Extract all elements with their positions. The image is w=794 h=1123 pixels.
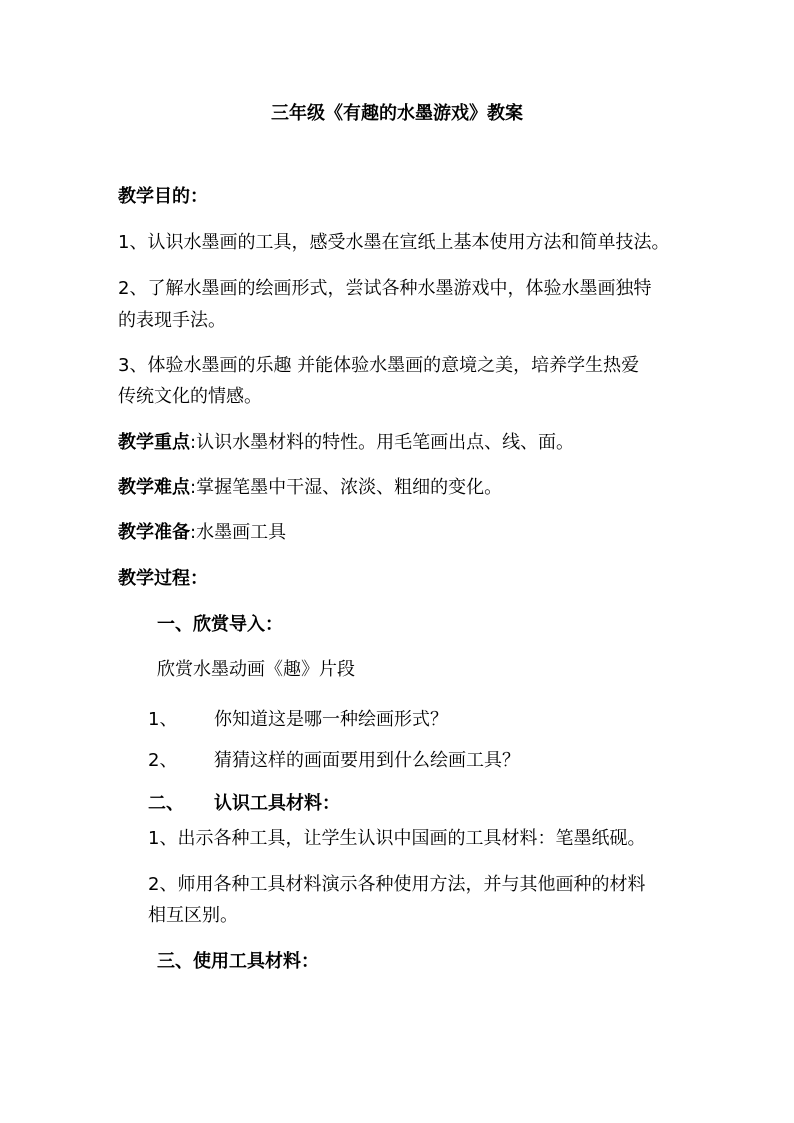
difficulty [118,477,502,499]
preparation-label: 教学准备 [118,522,190,543]
section-2-number: 二、 [148,793,184,814]
key-point [118,432,574,454]
preparation [118,522,286,544]
question-1-number: 1、 [148,709,178,730]
objective-item-2-line-1: 2、了解水墨画的绘画形式，尝试各种水墨游戏中，体验水墨画独特 [118,278,652,299]
section-2-item-1: 1、出示各种工具，让学生认识中国画的工具材料：笔墨纸砚。 [148,828,646,849]
section-2-item-2-line-2: 相互区别。 [148,905,238,926]
key-point-text: :认识水墨材料的特性。用毛笔画出点、线、面。 [190,432,575,453]
objective-item-3-line-1: 3、体验水墨画的乐趣 并能体验水墨画的意境之美，培养学生热爱 [118,355,640,376]
objectives-heading: 教学目的： [118,186,208,207]
section-1-heading: 一、欣赏导入： [157,614,283,635]
preparation-text: :水墨画工具 [190,522,287,543]
objective-item-3-line-2: 传统文化的情感。 [118,386,262,407]
question-2-number: 2、 [148,750,178,771]
section-2-heading: 认识工具材料： [214,793,340,814]
section-2-item-2-line-1: 2、师用各种工具材料演示各种使用方法，并与其他画种的材料 [148,874,646,895]
section-3-heading: 三、使用工具材料： [157,951,319,972]
process-heading: 教学过程： [118,568,208,589]
objective-item-1: 1、认识水墨画的工具，感受水墨在宣纸上基本使用方法和简单技法。 [118,232,670,253]
objective-item-2-line-2: 的表现手法。 [118,310,226,331]
question-1-text: 你知道这是哪一种绘画形式？ [214,709,448,730]
section-1-intro: 欣赏水墨动画《趣》片段 [157,659,355,680]
question-2-text: 猜猜这样的画面要用到什么绘画工具？ [214,750,520,771]
difficulty-text: :掌握笔墨中干湿、浓淡、粗细的变化。 [190,477,503,498]
key-point-label: 教学重点 [118,432,190,453]
difficulty-label: 教学难点 [118,477,190,498]
document-title: 三年级《有趣的水墨游戏》教案 [271,103,523,124]
